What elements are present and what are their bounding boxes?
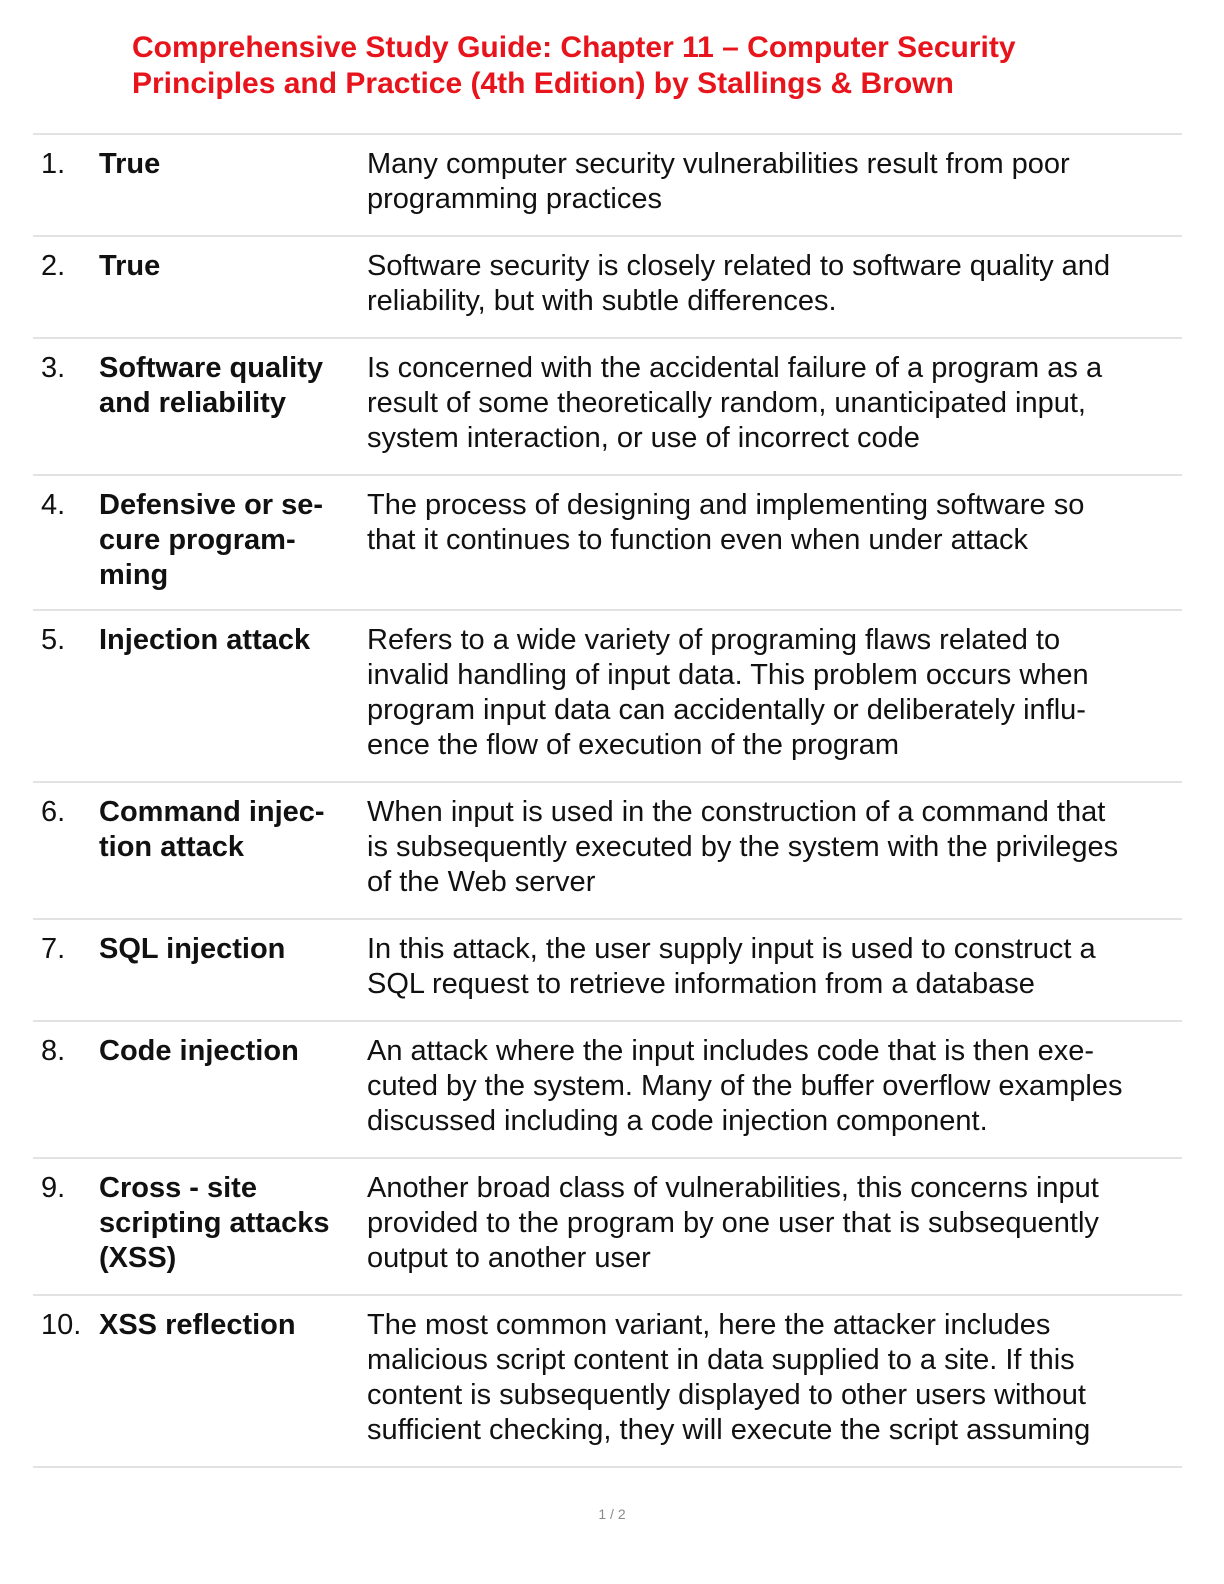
title-line-2: Principles and Practice (4th Edition) by Stallings & Brown: [132, 67, 954, 100]
term-row: [33, 1296, 1182, 1468]
term-row: [33, 135, 1182, 237]
item-number: 6.: [41, 796, 66, 828]
term-line: Defensive or se-: [99, 489, 324, 521]
term-label: [99, 932, 359, 967]
definition-line: is subsequently executed by the system with the privileges: [367, 831, 1119, 863]
definition-line: discussed including a code injection component.: [367, 1105, 988, 1137]
definition-line: provided to the program by one user that is subsequently: [367, 1207, 1099, 1239]
term-line: True: [99, 250, 161, 282]
definition-line: malicious script content in data supplied to a site. If this: [367, 1344, 1075, 1376]
definition-text: [367, 932, 1177, 1002]
item-number: 2.: [41, 250, 66, 282]
term-label: [99, 623, 359, 658]
definition-line: sufficient checking, they will execute the script assuming: [367, 1414, 1091, 1446]
definition-line: of the Web server: [367, 866, 596, 898]
definition-line: result of some theoretically random, unanticipated input,: [367, 387, 1086, 419]
definition-line: invalid handling of input data. This problem occurs when: [367, 659, 1089, 691]
term-row: [33, 783, 1182, 920]
definition-text: [367, 623, 1177, 763]
definition-line: ence the flow of execution of the program: [367, 729, 899, 761]
term-line: SQL injection: [99, 933, 286, 965]
term-line: Software quality: [99, 352, 323, 384]
item-number: 4.: [41, 489, 66, 521]
term-line: Cross - site: [99, 1172, 257, 1204]
definition-line: programming practices: [367, 183, 662, 215]
definition-text: [367, 1308, 1177, 1448]
definition-line: that it continues to function even when under attack: [367, 524, 1028, 556]
definition-line: content is subsequently displayed to other users without: [367, 1379, 1086, 1411]
term-label: [99, 795, 359, 865]
term-line: cure program-: [99, 524, 296, 556]
term-label: [99, 1308, 359, 1343]
definition-line: Refers to a wide variety of programing flaws related to: [367, 624, 1061, 656]
definition-line: system interaction, or use of incorrect code: [367, 422, 920, 454]
definition-text: [367, 1171, 1177, 1276]
term-label: [99, 351, 359, 421]
term-line: Injection attack: [99, 624, 311, 656]
item-number: 3.: [41, 352, 66, 384]
definition-line: An attack where the input includes code that is then exe-: [367, 1035, 1095, 1067]
definition-text: [367, 1034, 1177, 1139]
page-number: 1 / 2: [598, 1506, 626, 1522]
term-label: [99, 249, 359, 284]
title-line-1: Comprehensive Study Guide: Chapter 11 – Computer Security: [132, 31, 1016, 64]
definition-line: Many computer security vulnerabilities result from poor: [367, 148, 1070, 180]
term-line: and reliability: [99, 387, 286, 419]
definition-text: [367, 488, 1177, 558]
item-number: 10.: [41, 1309, 82, 1341]
term-row: [33, 339, 1182, 476]
term-row: [33, 237, 1182, 339]
definition-line: SQL request to retrieve information from a database: [367, 968, 1035, 1000]
item-number: 1.: [41, 148, 66, 180]
term-row: [33, 611, 1182, 783]
page-title: [132, 30, 1132, 102]
definition-line: Software security is closely related to software quality and: [367, 250, 1111, 282]
definition-text: [367, 795, 1177, 900]
term-line: Code injection: [99, 1035, 299, 1067]
item-number: 8.: [41, 1035, 66, 1067]
definition-line: reliability, but with subtle differences.: [367, 285, 837, 317]
term-line: Command injec-: [99, 796, 325, 828]
term-row: [33, 1022, 1182, 1159]
term-line: True: [99, 148, 161, 180]
term-line: (XSS): [99, 1242, 177, 1274]
definition-line: program input data can accidentally or deliberately influ-: [367, 694, 1086, 726]
term-label: [99, 488, 359, 593]
definition-line: The process of designing and implementing software so: [367, 489, 1085, 521]
terms-table: [33, 133, 1182, 1468]
definition-text: [367, 351, 1177, 456]
item-number: 7.: [41, 933, 66, 965]
definition-text: [367, 249, 1177, 319]
item-number: 9.: [41, 1172, 66, 1204]
definition-line: cuted by the system. Many of the buffer overflow examples: [367, 1070, 1123, 1102]
term-row: [33, 1159, 1182, 1296]
term-line: ming: [99, 559, 169, 591]
item-number: 5.: [41, 624, 66, 656]
definition-line: Another broad class of vulnerabilities, this concerns input: [367, 1172, 1099, 1204]
term-row: [33, 920, 1182, 1022]
definition-line: The most common variant, here the attacker includes: [367, 1309, 1051, 1341]
definition-line: output to another user: [367, 1242, 651, 1274]
definition-text: [367, 147, 1177, 217]
term-label: [99, 1034, 359, 1069]
term-line: tion attack: [99, 831, 245, 863]
definition-line: Is concerned with the accidental failure of a program as a: [367, 352, 1103, 384]
term-line: XSS reflection: [99, 1309, 296, 1341]
term-row: [33, 476, 1182, 611]
term-label: [99, 1171, 359, 1276]
definition-line: In this attack, the user supply input is used to construct a: [367, 933, 1096, 965]
term-label: [99, 147, 359, 182]
term-line: scripting attacks: [99, 1207, 330, 1239]
definition-line: When input is used in the construction of a command that: [367, 796, 1106, 828]
